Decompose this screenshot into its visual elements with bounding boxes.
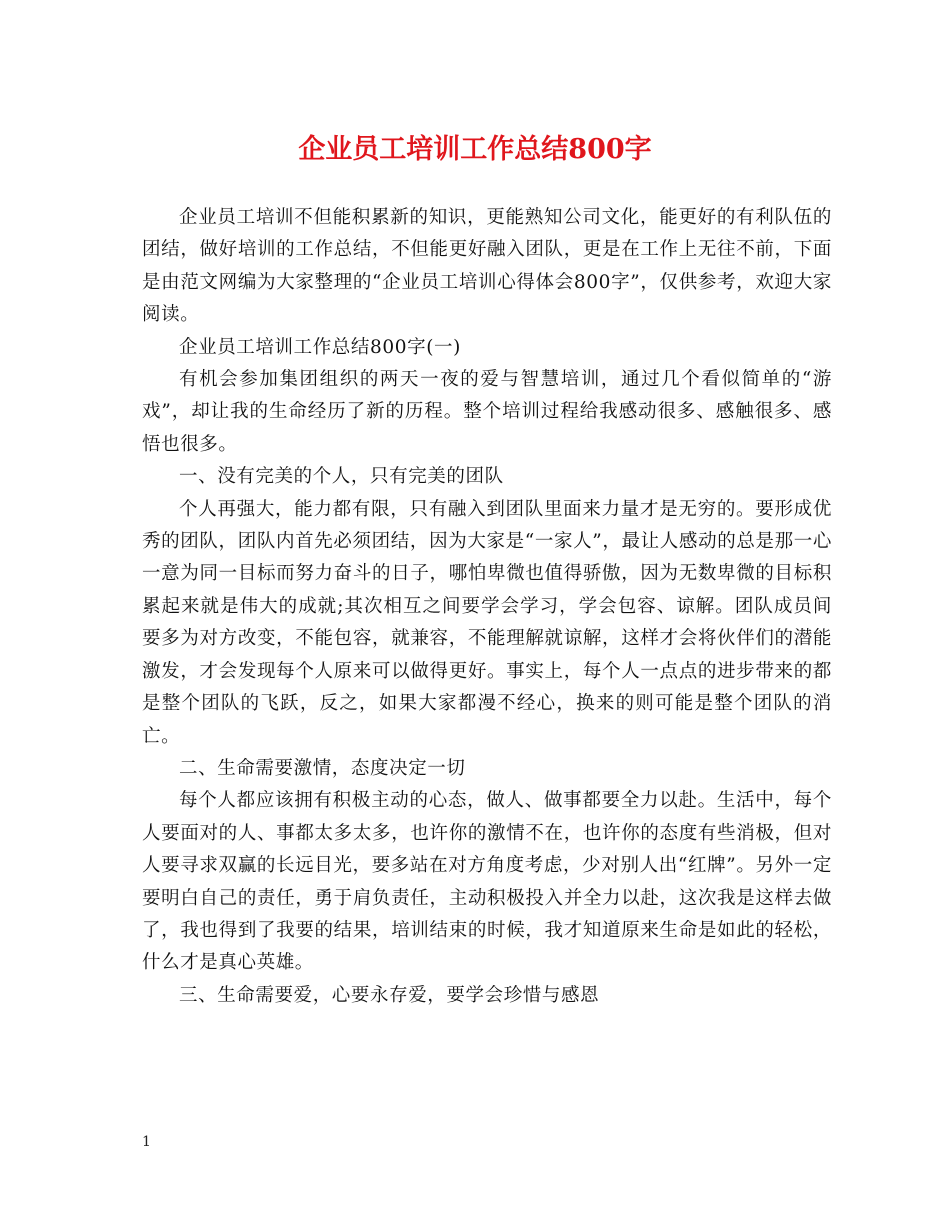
point-one-heading: 一、没有完美的个人，只有完美的团队: [179, 466, 504, 488]
training-paragraph: 有机会参加集团组织的两天一夜的爱与智慧培训，通过几个看似简单的“游戏”，却让我的生命经历了新的历程。整个培训过程给我感动很多、感触很多、感悟也很多。: [142, 369, 832, 455]
point-two-heading: 二、生命需要激情，态度决定一切: [179, 757, 466, 779]
section-heading-part-one: 企业员工培训工作总结800字(一): [179, 336, 461, 358]
point-one-paragraph: 个人再强大，能力都有限，只有融入到团队里面来力量才是无穷的。要形成优秀的团队，团队内首先必须团结，因为大家是“一家人”，最让人感动的总是那一心一意为同一目标而努力奋斗的日子，哪怕卑微也值得骄傲，因为无数卑微的目标积累起来就是伟大的成就;其次相互之间要学会学习，学会包容、谅解。团队成员间要多为对方改变，不能包容，就兼容，不能理解就谅解，这样才会将伙伴们的潜能激发，才会发现每个人原来可以做得更好。事实上，每个人一点点的进步带来的都是整个团队的飞跃，反之，如果大家都漫不经心，换来的则可能是整个团队的消亡。: [142, 498, 832, 747]
point-two-paragraph: 每个人都应该拥有积极主动的心态，做人、做事都要全力以赴。生活中，每个人要面对的人、事都太多太多，也许你的激情不在，也许你的态度有些消极，但对人要寻求双赢的长远目光，要多站在对方角度考虑，少对别人出“红牌”。另外一定要明白自己的责任，勇于肩负责任，主动积极投入并全力以赴，这次我是这样去做了，我也得到了我要的结果，培训结束的时候，我才知道原来生命是如此的轻松，什么才是真心英雄。: [142, 790, 832, 974]
document-body: [142, 202, 832, 1012]
document-title: 企业员工培训工作总结800字: [298, 134, 652, 165]
point-three-heading: 三、生命需要爱，心要永存爱，要学会珍惜与感恩: [179, 984, 600, 1006]
intro-paragraph: 企业员工培训不但能积累新的知识，更能熟知公司文化，能更好的有利队伍的团结，做好培训的工作总结，不但能更好融入团队，更是在工作上无往不前，下面是由范文网编为大家整理的“企业员工培训心得体会800字”，仅供参考，欢迎大家阅读。: [142, 207, 832, 326]
page-number: 1: [142, 1134, 151, 1150]
